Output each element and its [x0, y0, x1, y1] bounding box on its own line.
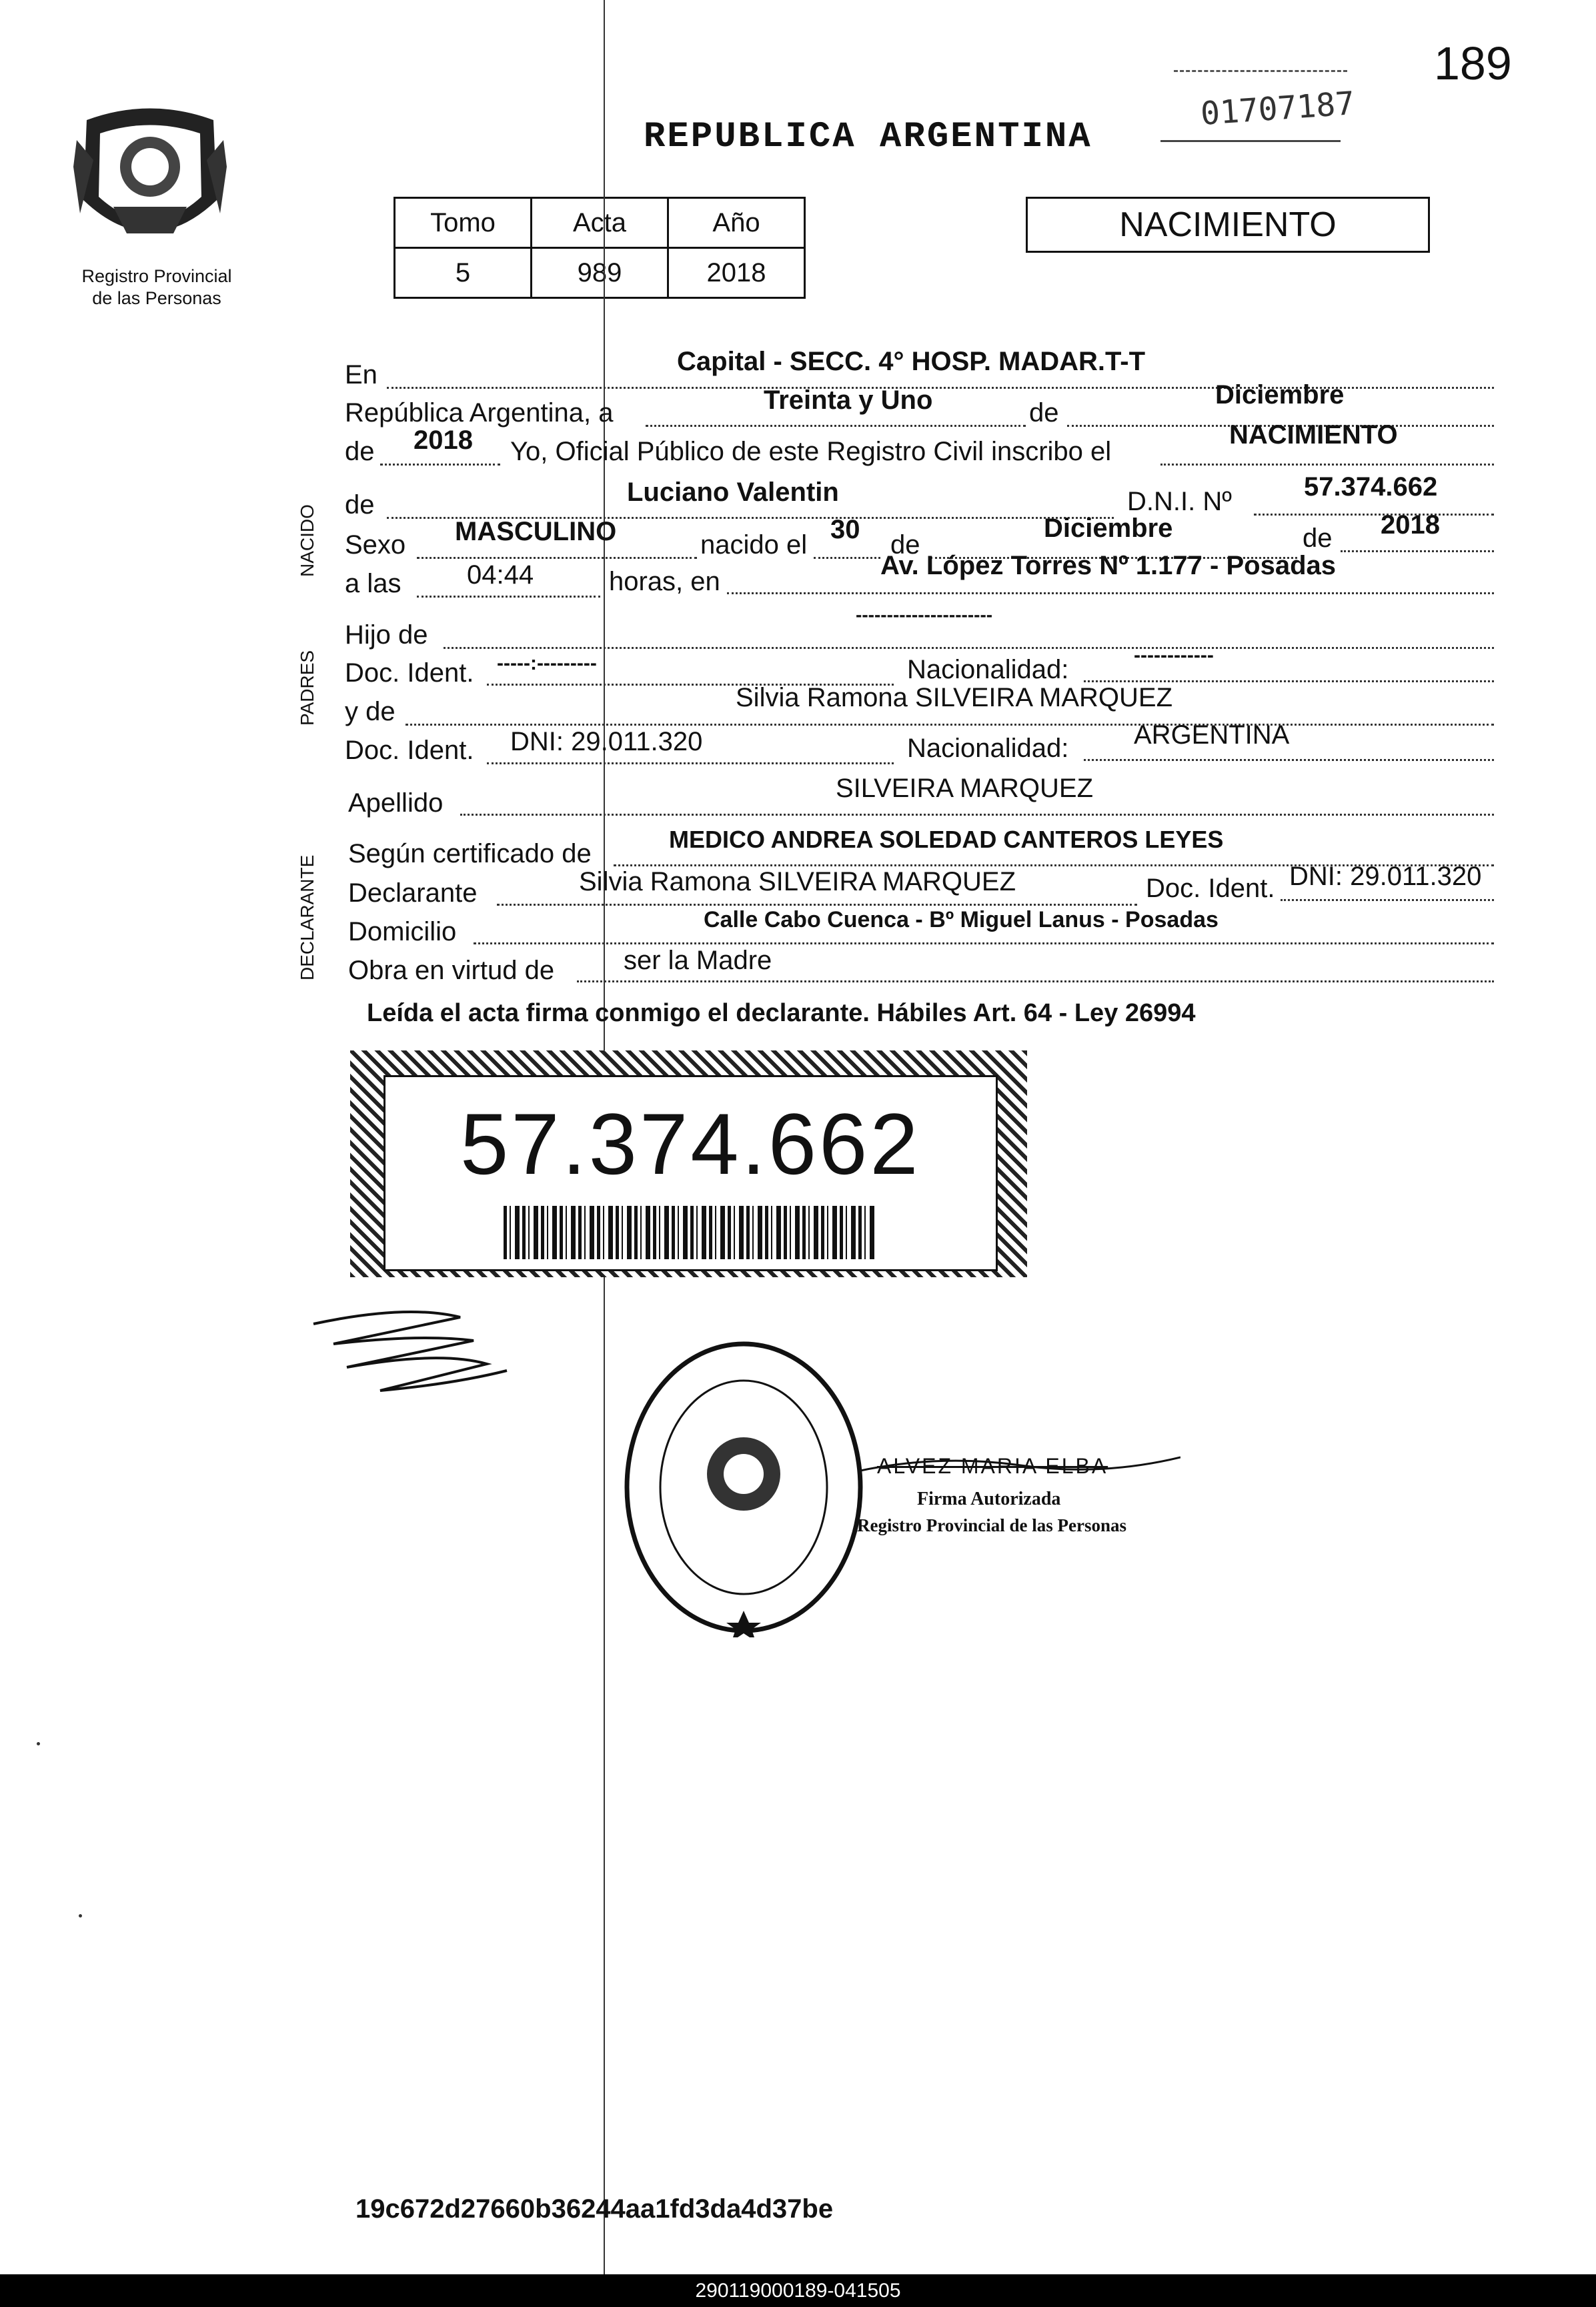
label-segun: Según certificado de: [348, 839, 592, 868]
dotted-line: [646, 425, 1026, 427]
label-a-las: a las: [345, 569, 402, 598]
value-tipo: NACIMIENTO: [1229, 420, 1398, 450]
label-republica: República Argentina, a: [345, 398, 614, 428]
dotted-line: [497, 904, 1137, 906]
header-anio: Año: [668, 198, 805, 248]
signature-icon: [307, 1304, 514, 1397]
label-doc-ident-1: Doc. Ident.: [345, 658, 474, 688]
label-de-mes: de: [1029, 398, 1059, 428]
value-anio-nac: 2018: [1381, 510, 1440, 540]
value-lugar-nac: Av. López Torres Nº 1.177 - Posadas: [880, 551, 1336, 580]
label-de-anio: de: [345, 437, 375, 466]
value-madre-nac: ARGENTINA: [1134, 720, 1290, 750]
section-nacido: NACIDO: [297, 504, 317, 577]
record-table: [393, 197, 806, 299]
value-certificado: MEDICO ANDREA SOLEDAD CANTEROS LEYES: [669, 826, 1224, 853]
scan-mark: [37, 1742, 40, 1745]
label-y-de: y de: [345, 697, 395, 726]
dotted-line: [1254, 514, 1494, 516]
authorized-title: Firma Autorizada: [917, 1489, 1061, 1509]
authorized-name: ALVEZ MARIA ELBA: [877, 1454, 1108, 1478]
page-number: 189: [1434, 37, 1512, 89]
label-obra: Obra en virtud de: [348, 956, 555, 985]
value-sexo: MASCULINO: [455, 517, 617, 546]
label-sexo: Sexo: [345, 530, 406, 560]
authorized-office: Registro Provincial de las Personas: [857, 1515, 1126, 1535]
section-declarante: DECLARANTE: [297, 854, 317, 980]
value-anio: 2018: [414, 426, 473, 455]
dotted-line: [406, 724, 1494, 726]
value-domicilio: Calle Cabo Cuenca - Bº Miguel Lanus - Posadas: [704, 907, 1219, 932]
serial-dash: [1174, 70, 1347, 72]
header-acta: Acta: [532, 198, 668, 248]
label-dni: D.N.I. Nº: [1127, 487, 1232, 516]
value-dni: 57.374.662: [1304, 472, 1438, 502]
dotted-line: [460, 814, 1494, 816]
value-nombre: Luciano Valentin: [627, 478, 839, 507]
record-table-value-row: [395, 248, 805, 298]
official-seal-icon: [620, 1337, 867, 1637]
value-mes: Diciembre: [1215, 380, 1345, 410]
value-apellido: SILVEIRA MARQUEZ: [836, 774, 1094, 803]
country-title: REPUBLICA ARGENTINA: [644, 117, 1092, 157]
document-hash: 19c672d27660b36244aa1fd3da4d37be: [355, 2194, 834, 2224]
record-table-header-row: [395, 198, 805, 248]
label-de-2: de: [1303, 524, 1333, 553]
office-line-2: de las Personas: [92, 288, 221, 308]
value-declarante-doc: DNI: 29.011.320: [1289, 862, 1482, 891]
serial-underline: [1160, 140, 1341, 142]
label-yo: Yo, Oficial Público de este Registro Civil inscribo el: [510, 437, 1112, 466]
value-madre-doc: DNI: 29.011.320: [510, 727, 703, 756]
dotted-line: [1341, 550, 1494, 552]
value-obra: ser la Madre: [624, 946, 772, 975]
scan-mark: [79, 1914, 82, 1917]
label-de-nombre: de: [345, 490, 375, 520]
closing-statement: Leída el acta firma conmigo el declarante. Hábiles Art. 64 - Ley 26994: [367, 999, 1196, 1027]
dotted-line: [1084, 680, 1494, 682]
value-lugar: Capital - SECC. 4° HOSP. MADAR.T-T: [677, 347, 1146, 376]
dotted-line: [417, 557, 697, 559]
label-domicilio: Domicilio: [348, 917, 457, 946]
serial-number: 01707187: [1199, 85, 1356, 133]
label-de-1: de: [890, 530, 920, 560]
value-anio: 2018: [668, 248, 805, 298]
value-padre-doc: -----:---------: [497, 652, 597, 674]
label-doc-ident-3: Doc. Ident.: [1146, 874, 1275, 903]
label-nacionalidad-1: Nacionalidad:: [907, 655, 1069, 684]
misiones-coat-of-arms-icon: [73, 100, 227, 260]
header-tomo: Tomo: [395, 198, 532, 248]
dotted-line: [380, 464, 500, 466]
office-name: [40, 265, 273, 309]
label-en: En: [345, 360, 377, 390]
stamp-dni-number: 57.374.662: [460, 1095, 921, 1193]
label-horas: horas, en: [609, 567, 720, 596]
dotted-line: [417, 596, 600, 598]
dotted-line: [444, 647, 1494, 649]
dotted-line: [1281, 899, 1494, 901]
value-dia-letras: Treinta y Uno: [764, 386, 933, 415]
label-nacido-el: nacido el: [700, 530, 808, 560]
dotted-line: [1084, 759, 1494, 761]
label-nacionalidad-2: Nacionalidad:: [907, 734, 1069, 763]
section-padres: PADRES: [297, 650, 317, 726]
record-type-box: NACIMIENTO: [1026, 197, 1430, 253]
dotted-line: [814, 557, 880, 559]
value-dia-nac: 30: [830, 515, 860, 544]
dotted-line: [474, 942, 1494, 944]
value-hora: 04:44: [467, 560, 534, 590]
label-apellido: Apellido: [348, 788, 444, 818]
label-declarante: Declarante: [348, 878, 478, 908]
value-declarante: Silvia Ramona SILVEIRA MARQUEZ: [579, 867, 1016, 896]
office-line-1: Registro Provincial: [81, 266, 232, 286]
footer-code: 290119000189-041505: [0, 2274, 1596, 2307]
value-tomo: 5: [395, 248, 532, 298]
value-acta: 989: [532, 248, 668, 298]
value-madre: Silvia Ramona SILVEIRA MARQUEZ: [736, 683, 1173, 712]
value-padre-nac: ------------: [1134, 644, 1214, 666]
value-mes-nac: Diciembre: [1044, 514, 1173, 543]
dotted-line: [1160, 464, 1494, 466]
value-padre: ----------------------: [856, 604, 993, 625]
barcode-icon: [504, 1206, 877, 1259]
dotted-line: [487, 762, 894, 764]
dotted-line: [727, 592, 1494, 594]
label-hijo-de: Hijo de: [345, 620, 428, 650]
dotted-line: [577, 980, 1494, 982]
label-doc-ident-2: Doc. Ident.: [345, 736, 474, 765]
